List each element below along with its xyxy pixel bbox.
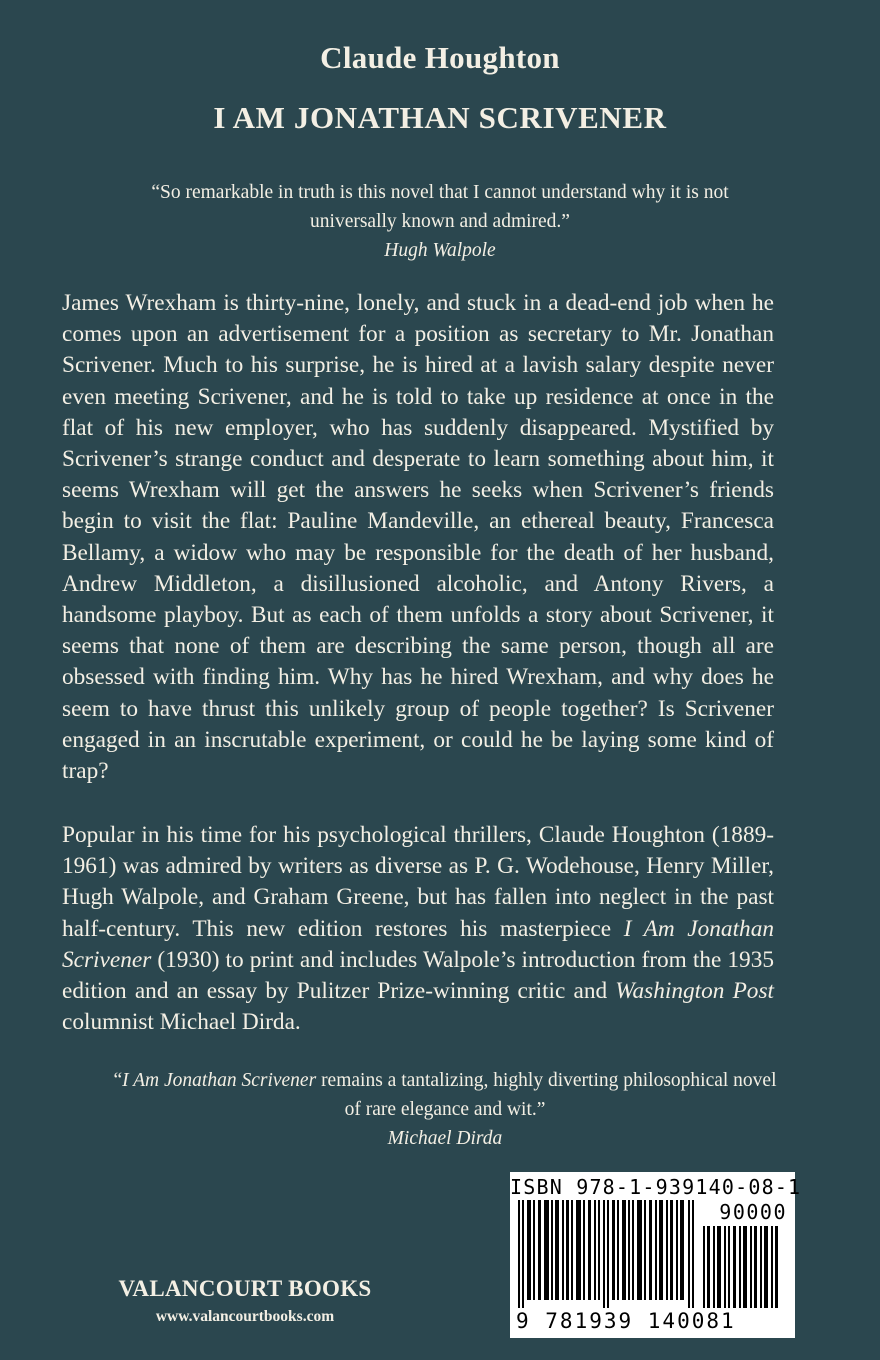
publisher-name: VALANCOURT BOOKS xyxy=(118,1276,372,1301)
price-code: 90000 xyxy=(719,1200,787,1224)
author-name: Claude Houghton xyxy=(320,40,560,75)
barcode-bars xyxy=(518,1200,786,1308)
quote-open-mark: “ xyxy=(113,1070,123,1091)
publisher-url: www.valancourtbooks.com xyxy=(155,1308,335,1325)
blurb-quote-walpole xyxy=(120,178,760,265)
quote-text: “So remarkable in truth is this novel that I cannot understand why it is not universally known and admired.” xyxy=(151,182,729,232)
bio-newspaper-name: Washington Post xyxy=(615,978,774,1005)
author-bio-paragraph xyxy=(62,820,774,1038)
isbn-barcode xyxy=(510,1172,802,1338)
barcode-main-icon xyxy=(518,1200,698,1308)
book-title: I AM JONATHAN SCRIVENER xyxy=(213,100,667,135)
barcode-digits: 9 781939 140081 xyxy=(516,1309,736,1333)
quote-attribution: Michael Dirda xyxy=(387,1128,503,1149)
isbn-label: ISBN 978-1-939140-08-1 xyxy=(510,1175,802,1199)
barcode-addon-icon xyxy=(703,1226,783,1308)
bio-text-part2: (1930) to print and includes Walpole’s introduction from the 1935 edition and an essay by Pulitzer Prize-winning critic and xyxy=(62,946,774,1005)
blurb-quote-dirda xyxy=(110,1066,780,1153)
bio-text-part3: columnist Michael Dirda. xyxy=(62,1009,301,1036)
publisher-block xyxy=(100,1276,390,1326)
quote-book-title: I Am Jonathan Scrivener xyxy=(122,1070,317,1091)
quote-attribution: Hugh Walpole xyxy=(384,240,496,261)
quote-text: remains a tantalizing, highly diverting philosophical novel of rare elegance and wit.” xyxy=(316,1070,777,1120)
synopsis-paragraph: James Wrexham is thirty-nine, lonely, and stuck in a dead-end job when he comes upon an advertisement for a position as secretary to Mr. Jonathan Scrivener. Much to his surprise, he is hired at a lavish salary despite never even meeting Scrivener, and he is told to take up residence at once in the flat of his new employer, who has suddenly disappeared. Mystified by Scrivener’s strange conduct and desperate to learn something about him, it seems Wrexham will get the answers he seeks when Scrivener’s friends begin to visit the flat: Pauline Mandeville, an ethereal beauty, Francesca Bellamy, a widow who may be responsible for the death of her husband, Andrew Middleton, a disillusioned alcoholic, and Antony Rivers, a handsome playboy. But as each of them unfolds a story about Scrivener, it seems that none of them are describing the same person, though all are obsessed with finding him. Why has he hired Wrexham, and why does he seem to have thrust this unlikely group of people together? Is Scrivener engaged in an inscrutable experiment, or could he be laying some kind of trap? xyxy=(62,290,774,785)
bio-text-part1: Popular in his time for his psychological thrillers, Claude Houghton (1889-1961) was admired by writers as diverse as P. G. Wodehouse, Henry Miller, Hugh Walpole, and Graham Greene, but has fallen into neglect in the past half-century. This new edition restores his masterpiece xyxy=(62,822,774,942)
bio-book-title: I Am Jonathan Scrivener xyxy=(62,915,774,973)
